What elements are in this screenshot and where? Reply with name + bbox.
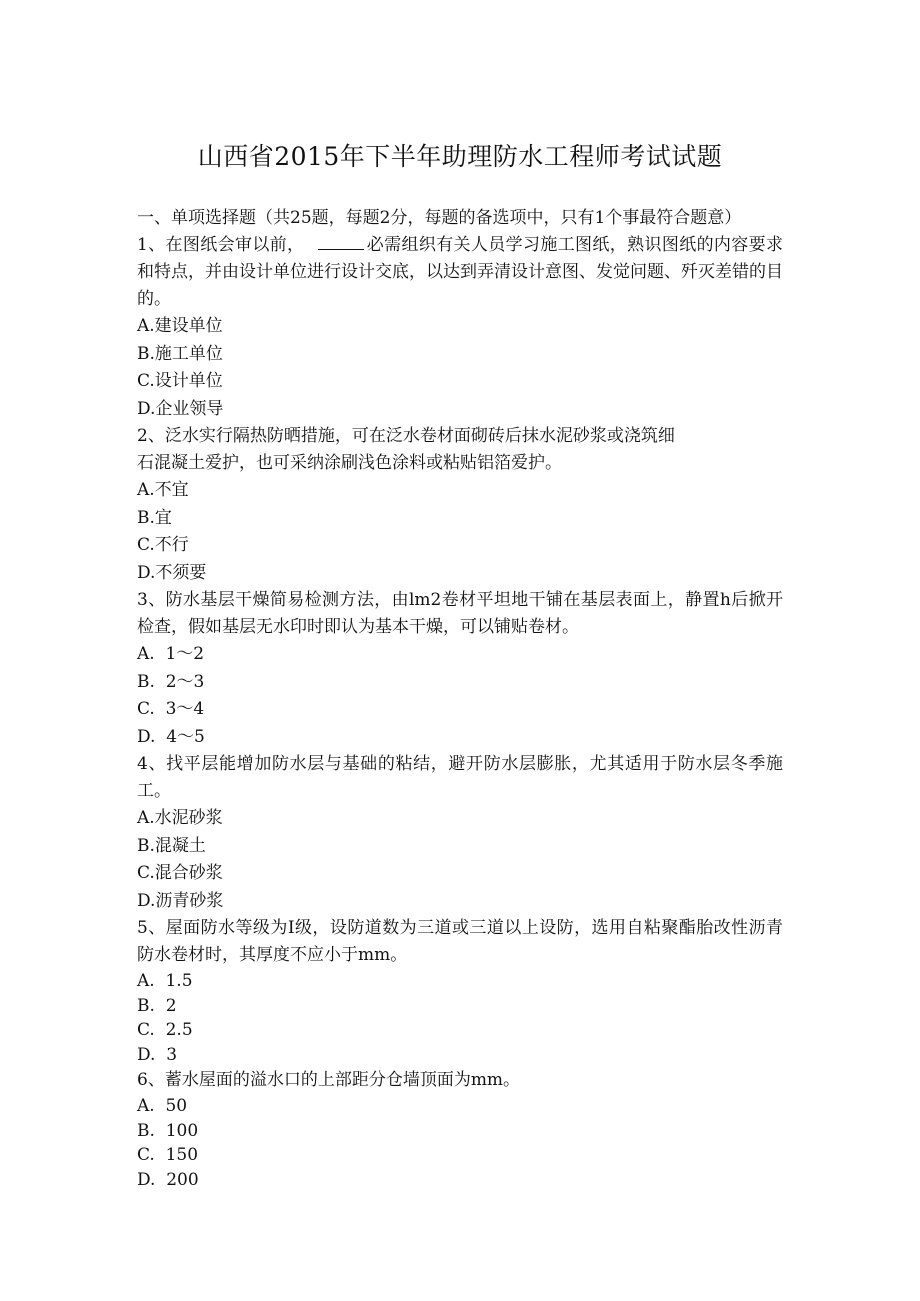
option-d: D.沥青砂浆: [137, 890, 224, 911]
question-stem-after: 必需组织有关人员学习施工图纸，熟识图纸的内容要求和特点，并由设计单位进行设计交底，以达到弄清设计意图、发觉问题、歼灭差错的目的。: [137, 235, 783, 309]
question-stem: [137, 423, 783, 477]
question-stem: 6、蓄水屋面的溢水口的上部距分仓墙顶面为mm。: [137, 1070, 521, 1090]
option-c: C.不行: [137, 535, 189, 555]
option-d: D. 3: [137, 1044, 178, 1065]
option-b: B. 100: [137, 1120, 199, 1141]
option-list: [137, 969, 783, 1067]
question-stem: 3、防水基层干燥简易检测方法，由lm2卷材平坦地干铺在基层表面上，静置h后掀开检查，假如基层无水印时即认为基本干燥，可以铺贴卷材。: [137, 590, 783, 637]
question-stem-line-1: 2、泛水实行隔热防晒措施，可在泛水卷材面砌砖后抹水泥砂浆或浇筑细: [137, 426, 675, 446]
page-title: 山西省2015年下半年助理防水工程师考试试题: [197, 142, 723, 171]
option-d: D.不须要: [137, 562, 207, 583]
question-stem-line-2: 石混凝土爱护，也可采纳涂刷浅色涂料或粘贴铝箔爱护。: [137, 453, 562, 473]
question-3: [137, 587, 783, 751]
section-heading: 一、单项选择题（共25题，每题2分，每题的备选项中，只有1个事最符合题意）: [137, 208, 742, 228]
question-5: [137, 915, 783, 1067]
document-body: [137, 205, 783, 1192]
option-list: [137, 477, 783, 587]
option-d: D. 4～5: [137, 726, 205, 747]
option-b: B. 2～3: [137, 671, 205, 692]
option-b: B.宜: [137, 507, 172, 528]
option-c: C. 150: [137, 1145, 199, 1165]
option-list: [137, 1094, 783, 1192]
option-c: C.混合砂浆: [137, 863, 223, 883]
option-d: D.企业领导: [137, 398, 224, 419]
question-stem-before: 1、在图纸会审以前，: [137, 235, 305, 255]
option-c: C.设计单位: [137, 371, 223, 391]
option-b: B.施工单位: [137, 343, 223, 364]
option-a: A.建设单位: [137, 316, 223, 336]
question-stem: 5、屋面防水等级为I级，设防道数为三道或三道以上设防，选用自粘聚酯胎改性沥青防水卷材时，其厚度不应小于mm。: [137, 918, 783, 965]
option-a: A. 1.5: [137, 971, 193, 991]
question-1: [137, 232, 783, 423]
option-a: A. 1～2: [137, 644, 205, 664]
option-list: [137, 313, 783, 423]
question-6: [137, 1067, 783, 1192]
option-b: B.混凝土: [137, 835, 206, 856]
option-a: A.不宜: [137, 480, 189, 500]
option-b: B. 2: [137, 995, 177, 1016]
option-c: C. 2.5: [137, 1020, 193, 1040]
option-list: [137, 641, 783, 751]
option-list: [137, 805, 783, 915]
answer-blank: [318, 233, 364, 250]
question-stem: 4、找平层能增加防水层与基础的粘结，避开防水层膨胀，尤其适用于防水层冬季施工。: [137, 754, 783, 801]
question-stem: [137, 232, 783, 313]
option-a: A. 50: [137, 1096, 188, 1116]
option-d: D. 200: [137, 1169, 199, 1190]
option-c: C. 3～4: [137, 699, 205, 719]
question-4: [137, 751, 783, 915]
question-2: [137, 423, 783, 587]
option-a: A.水泥砂浆: [137, 808, 223, 828]
